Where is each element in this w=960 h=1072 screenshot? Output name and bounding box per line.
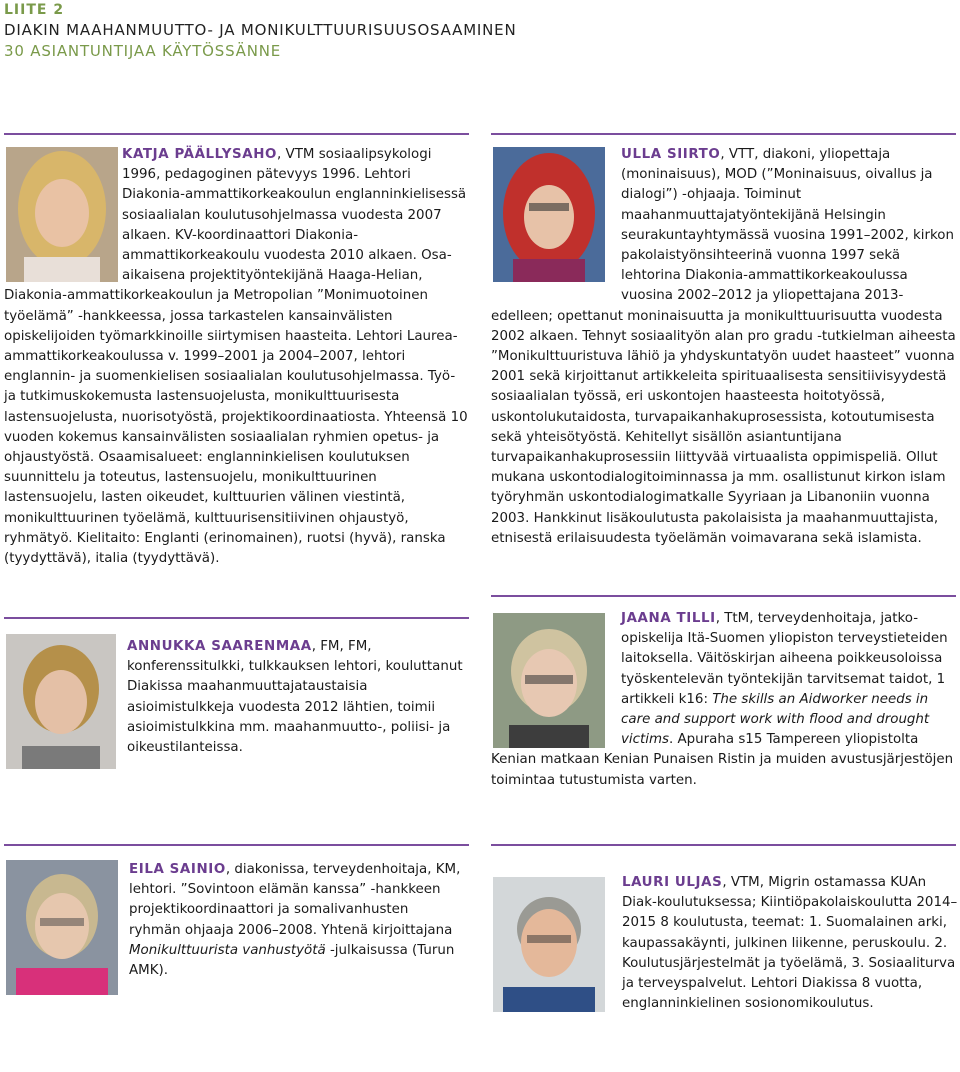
expert-bio-ulla (491, 145, 959, 549)
page-title: DIAKIN MAAHANMUUTTO- JA MONIKULTTUURISUUSOSAAMINEN (4, 21, 517, 39)
appendix-label: LIITE 2 (4, 2, 65, 18)
expert-name: ULLA SIIRTO (621, 147, 721, 162)
section-divider (4, 844, 469, 846)
article-title: The skills an Aidworker needs in care and support work with flood and drought victims (621, 691, 930, 748)
expert-name: ANNUKKA SAARENMAA (127, 639, 312, 654)
expert-description: , VTT, diakoni, yliopettaja (moninaisuus), MOD (”Moninaisuus, oivallus ja dialogi”) -ohjaaja. Toiminut maahanmuuttajatyöntekijänä Helsingin seurakuntayhtymässä vuosina 1991–2002, kirkon pakolaistyönsihteerinä vuonna 1997 sekä lehtorina Diakonia-ammattikorkeakoulussa vuosina 2002–2012 ja yliopettajana 2013-edelleen; opettanut moninaisuutta ja monikulttuurisuutta vuodesta 2002 alkaen. Tehnyt sosiaalityön alan pro gradu -tutkielman aiheesta ”Monikulttuuristuva lähiö ja yhdyskuntatyön uudet haasteet” vuonna 2001 sekä kirjoittanut artikkeleita spirituaalisesta sensitiivisyydestä sosiaalialan työssä, eri uskontojen haasteesta hoitotyössä, uskontolukutaidosta, turvapaikanhakuprosessista, kotoutumisesta sekä yhteisötyöstä. Kehitellyt sisällön asiantuntijana turvapaikanhakuprosessiin liittyvää virtuaalista oppimispeliä. Ollut mukana uskontodialogitoiminnassa ja mm. osallistunut kirkon islam työryhmän uskontodialogimatkalle Syyriaan ja Libanoniin vuonna 2003. Hankkinut lisäkoulutusta pakolaisista ja maahanmuuttajista, etnisestä erilaisuudesta työelämän voimavarana sekä islamista. (491, 147, 956, 546)
expert-bio-katja (4, 145, 470, 569)
expert-description: , FM, FM, konferenssitulkki, tulkkauksen lehtori, kouluttanut Diakissa maahanmuuttajataustaisia asioimistulkkeja vuodesta 2012 lähtien, toimii asioimistulkkina mm. maahanmuutto-, poliisi- ja oikeustilanteissa. (127, 639, 463, 756)
expert-description: , diakonissa, terveydenhoitaja, KM, lehtori. ”Sovintoon elämän kanssa” -hankkeen projektikoordinaattori ja somalivanhusten ryhmän ohjaaja 2006–2008. Yhtenä kirjoittajana (129, 862, 461, 938)
section-divider (491, 844, 956, 846)
expert-bio-jaana (491, 609, 959, 791)
expert-description-end: -julkaisussa (Turun AMK). (129, 942, 455, 979)
page-subtitle: 30 ASIANTUNTIJAA KÄYTÖSSÄNNE (4, 42, 282, 60)
expert-description: , VTM, Migrin ostamassa KUAn Diak-koulutuksessa; Kiintiöpakolaiskoulutta 2014–2015 8 koulutusta, teemat: 1. Suomalainen arki, kaupassakäynti, julkinen liikenne, peruskoulu. 2. Koulutusjärjestelmät ja työelämä, 3. Sosiaaliturva ja terveyspalvelut. Lehtori Diakissa 8 vuotta, englanninkielinen sosionomikoulutus. (622, 875, 958, 1012)
expert-bio-eila (129, 860, 461, 981)
portrait-photo (6, 634, 116, 769)
portrait-photo (6, 860, 118, 995)
expert-name: LAURI ULJAS (622, 875, 723, 890)
section-divider (491, 133, 956, 135)
expert-name: EILA SAINIO (129, 862, 226, 877)
portrait-photo (493, 877, 605, 1012)
expert-name: JAANA TILLI (621, 611, 716, 626)
expert-description: , VTM sosiaalipsykologi 1996, pedagoginen pätevyys 1996. Lehtori Diakonia-ammattikorkeakoulun englanninkielisessä sosiaalialan koulutusohjelmassa vuodesta 2007 alkaen. KV-koordinaattori Diakonia-ammattikorkeakoulu vuodesta 2010 alkaen. Osa-aikaisena projektityöntekijänä Haaga-Helian, Diakonia-ammattikorkeakoulun ja Metropolian ”Monimuotoinen työelämä” -hankkeessa, jossa tarkastelen kansainvälisten opiskelijoiden työmarkkinoille siirtymisen haasteita. Lehtori Laurea-ammattikorkeakoulussa v. 1999–2001 ja 2004–2007, lehtori englannin- ja suomenkielisen sosiaalialan koulutusohjelmassa. Työ- ja tutkimuskokemusta lastensuojelusta, monikulttuurisesta lastensuojelusta, nuorisotyöstä, projektikoordinaatiosta. Yhteensä 10 vuoden kokemus kansainvälisten sosiaalialan ryhmien opetus- ja ohjaustyöstä. Osaamisalueet: englanninkielisen koulutuksen suunnittelu ja toteutus, lastensuojelu, monikulttuurinen lastensuojelu, lasten oikeudet, kulttuurien välinen viestintä, monikulttuurinen työelämä, kulttuurisensitiivinen ohjaustyö, ryhmätyö. Kielitaito: Englanti (erinomainen), ruotsi (hyvä), ranska (tyydyttävä), italia (tyydyttävä). (4, 147, 468, 567)
expert-name: KATJA PÄÄLLYSAHO (122, 147, 278, 162)
expert-bio-lauri (622, 873, 958, 1014)
expert-bio-annukka (127, 637, 467, 758)
publication-title: Monikulttuurista vanhustyötä (129, 942, 326, 958)
expert-description: , TtM, terveydenhoitaja, jatko-opiskelija Itä-Suomen yliopiston terveystieteiden laitoksella. Väitöskirjan aiheena poikkeusoloissa työskentelevän työntekijän tarvitsemat taidot, 1 artikkeli k16: (621, 611, 948, 707)
expert-description-end: . Apuraha s15 Tampereen yliopistolta Kenian matkaan Kenian Punaisen Ristin ja muiden avustusjärjestöjen toimintaa tutustumista varten. (491, 732, 954, 788)
section-divider (4, 133, 469, 135)
section-divider (491, 595, 956, 597)
section-divider (4, 617, 469, 619)
